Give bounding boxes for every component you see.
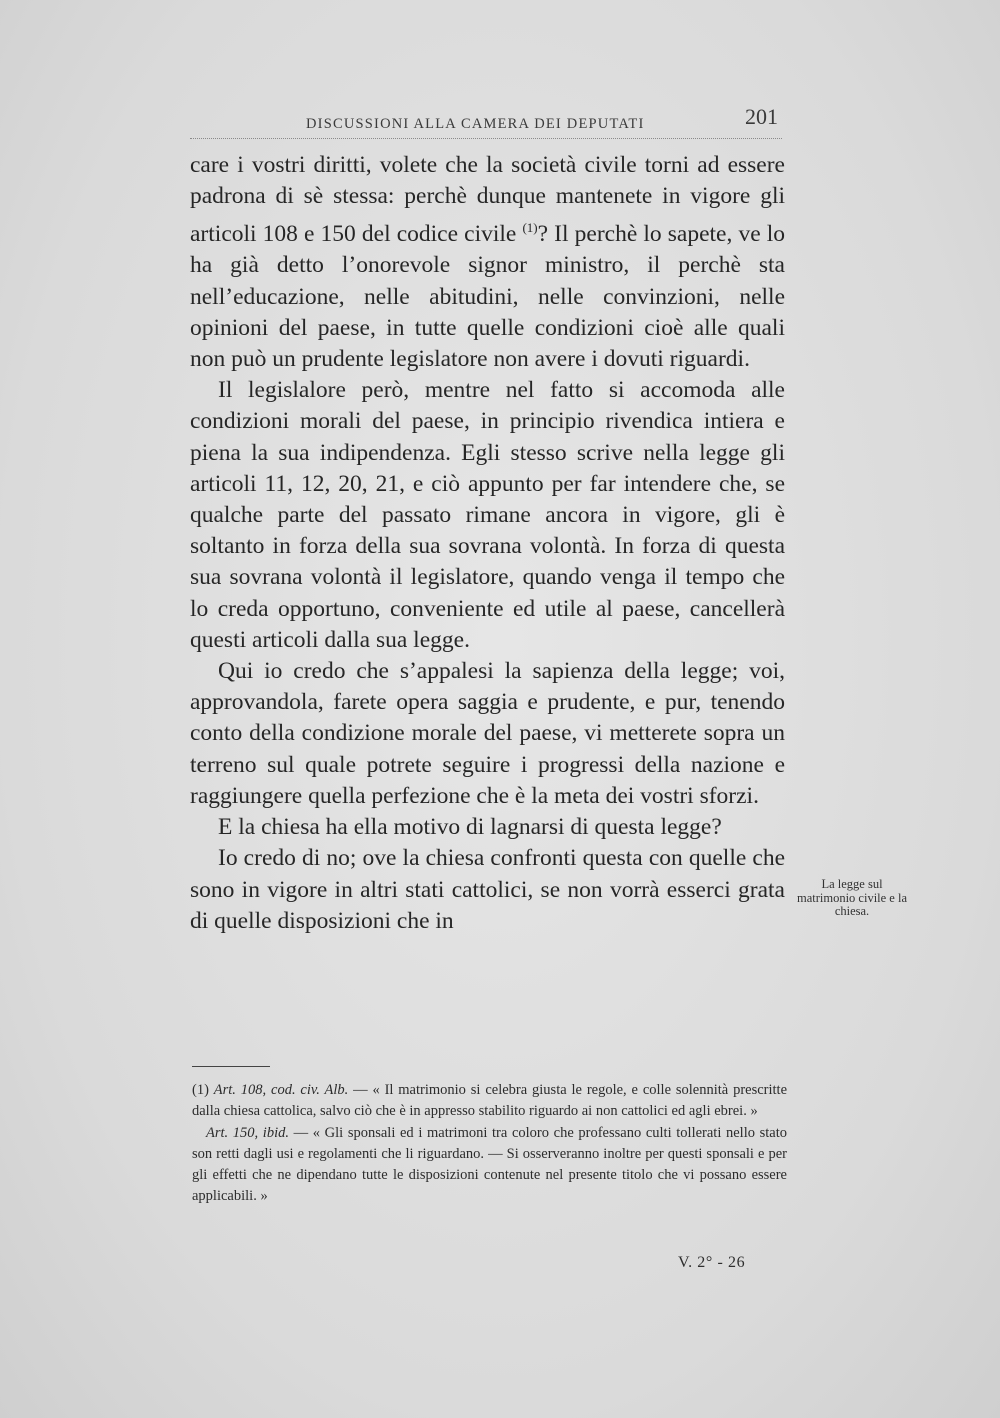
main-text bbox=[190, 150, 785, 937]
running-title: DISCUSSIONI ALLA CAMERA DEI DEPUTATI bbox=[306, 116, 645, 132]
footnote-1 bbox=[192, 1080, 787, 1123]
footnote-2-text: — « Gli sponsali ed i matrimoni tra coloro che professano culti tollerati nello stato son retti dagli usi e regolamenti che li riguardano. — Si osserveranno inoltre per questi sponsali e per gli effetti che ne dipendano tutte le disposizioni contenute nel presente titolo che vi possano essere applicabili. » bbox=[192, 1124, 788, 1205]
footnote-divider bbox=[192, 1066, 270, 1067]
page-header bbox=[190, 98, 782, 139]
printer-signature: V. 2° - 26 bbox=[678, 1254, 746, 1271]
footnote-2 bbox=[192, 1123, 787, 1208]
footnote-reference: (1) bbox=[522, 220, 538, 236]
footnote-1-citation: Art. 108, cod. civ. Alb. bbox=[213, 1082, 349, 1098]
paragraph-4: E la chiesa ha ella motivo di lagnarsi di questa legge? bbox=[218, 814, 722, 841]
footnote-1-text: — « Il matrimonio si celebra giusta le regole, e colle solennità prescritte dalla chiesa cattolica, salvo ciò che è in appresso stabilito riguardo ai non cattolici ed agli ebrei. » bbox=[192, 1082, 788, 1120]
paragraph-5: Io credo di no; ove la chiesa confronti questa con quelle che sono in vigore in altri stati cattolici, se non vorrà esserci grata di quelle disposizioni che in bbox=[190, 845, 785, 934]
page-number: 201 bbox=[745, 104, 778, 129]
paragraph-1-text-end: ? Il perchè lo sapete, ve lo ha già detto l’onorevole signor ministro, il perchè sta nell’educazione, nelle abitudini, nelle convinzioni, nelle opinioni del paese, in tutte quelle condizioni cioè alle quali non può un prudente legislatore non avere i dovuti riguardi. bbox=[190, 221, 786, 373]
footnote-1-number: (1) bbox=[192, 1082, 209, 1098]
paragraph-1-text: care i vostri diritti, volete che la società civile torni ad essere padrona di sè stessa: perchè dunque mantenete in vigore gli articoli 108 e 150 del codice civile bbox=[190, 152, 785, 248]
paragraph-1 bbox=[190, 150, 785, 375]
paragraph-3: Qui io credo che s’appalesi la sapienza della legge; voi, approvandola, farete opera saggia e prudente, e pur, tenendo conto della condizione morale del paese, vi metterete sopra un terreno sul quale potrete seguire i progressi della nazione e raggiungere quella perfezione che è la meta dei vostri sforzi. bbox=[190, 658, 785, 809]
marginal-note: La legge sul matrimonio civile e la chiesa. bbox=[796, 877, 908, 918]
paragraph-2: Il legislalore però, mentre nel fatto si accomoda alle condizioni morali del paese, in principio rivendica intiera e piena la sua indipendenza. Egli stesso scrive nella legge gli articoli 11, 12, 20, 21, e ciò appunto per far intendere che, se qualche parte del passato rimane ancora in vigore, gli è soltanto in forza della sua sovrana volontà. In forza di questa sua sovrana volontà il legislatore, quando venga il tempo che lo creda opportuno, conveniente ed utile al paese, cancellerà questi articoli dalla sua legge. bbox=[190, 377, 785, 653]
footnotes bbox=[192, 1080, 787, 1208]
footnote-2-citation: Art. 150, ibid. bbox=[206, 1124, 289, 1141]
